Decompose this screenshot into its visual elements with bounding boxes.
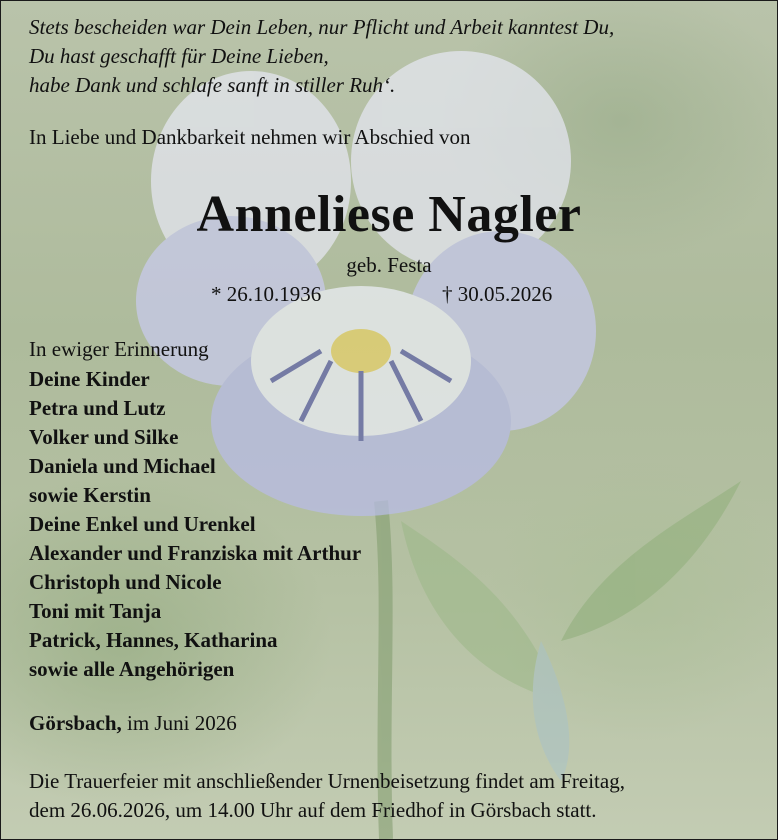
mourner-item: sowie Kerstin (29, 483, 151, 507)
mourner-item: Daniela und Michael (29, 454, 216, 478)
mourner-item: Christoph und Nicole (29, 570, 222, 594)
funeral-line: Die Trauerfeier mit anschließender Urnenbeisetzung findet am Freitag, (29, 769, 625, 793)
mourner-item: sowie alle Angehörigen (29, 657, 235, 681)
deceased-name: Anneliese Nagler (196, 186, 582, 243)
place-town: Görsbach, (29, 711, 122, 735)
place-month: im Juni 2026 (121, 711, 237, 735)
poem-line: Du hast geschafft für Deine Lieben, (29, 44, 329, 68)
poem (29, 13, 614, 100)
mourner-item: Alexander und Franziska mit Arthur (29, 541, 362, 565)
mourner-item: Deine Enkel und Urenkel (29, 512, 256, 536)
poem-line: Stets bescheiden war Dein Leben, nur Pflicht und Arbeit kanntest Du, (29, 15, 615, 39)
maiden-name: geb. Festa (346, 253, 432, 277)
obituary-text (1, 1, 777, 839)
death-date: † 30.05.2026 (442, 282, 553, 306)
memory-line: In ewiger Erinnerung (29, 337, 209, 361)
mourner-item: Volker und Silke (29, 425, 179, 449)
intro-text: In Liebe und Dankbarkeit nehmen wir Abschied von (29, 125, 471, 149)
poem-line: habe Dank und schlafe sanft in stiller Ruh‘. (29, 73, 396, 97)
birth-date: * 26.10.1936 (211, 282, 322, 306)
mourner-item: Toni mit Tanja (29, 599, 162, 623)
funeral-line: dem 26.06.2026, um 14.00 Uhr auf dem Friedhof in Görsbach statt. (29, 798, 597, 822)
funeral-info (29, 767, 749, 825)
mourner-item: Patrick, Hannes, Katharina (29, 628, 278, 652)
mourner-item: Petra und Lutz (29, 396, 166, 420)
mourner-item: Deine Kinder (29, 367, 150, 391)
place-date (29, 711, 237, 736)
mourners-list (29, 365, 361, 684)
